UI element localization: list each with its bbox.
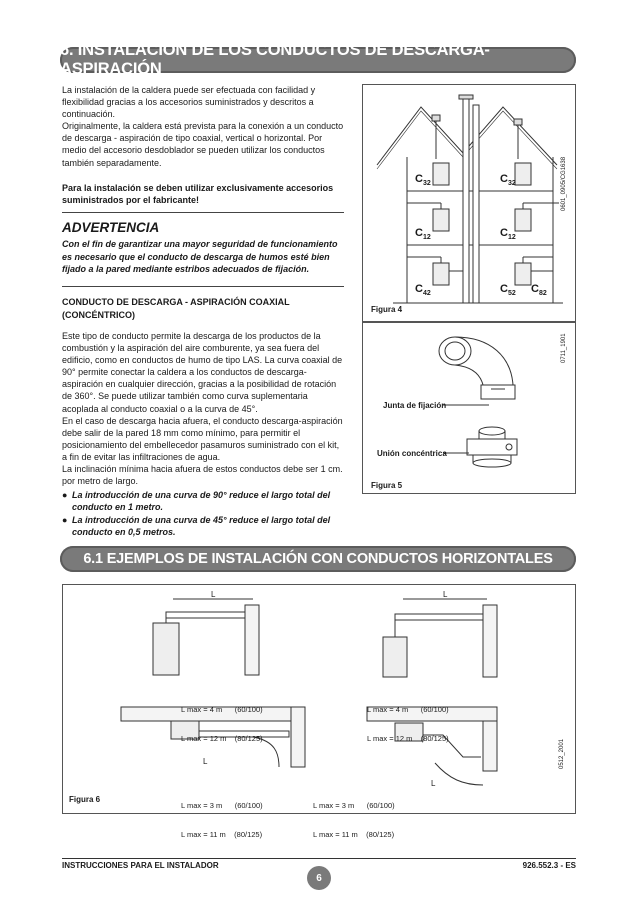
type-label: $C_{52}$ [500,283,516,298]
note-text: La introducción de una curva de 45° reduce el largo total del conducto en 0,5 metros. [72,514,331,537]
figure-5 [362,322,576,494]
junta-label: Junta de fijación [383,401,447,410]
dimension-label: L [211,590,216,599]
type-label: $C_{12}$ [415,227,431,242]
length-spec: L max = 3 m (60/100) L max = 11 m (80/125) [313,801,395,839]
section-title: 6. INSTALACIÓN DE LOS CONDUCTOS DE DESCARGA-ASPIRACIÓN [60,41,490,78]
intro-paragraph-1: La instalación de la caldera puede ser efectuada con facilidad y flexibilidad gracias a los accesorios suministrados y descritos a continuación. [62,85,316,120]
intro-notice: Para la instalación se deben utilizar exclusivamente accesorios suministrados por el fabricante! [62,182,334,205]
coaxial-title: CONDUCTO DE DESCARGA - ASPIRACIÓN COAXIAL (CONCÉNTRICO) [62,297,290,320]
page-number: 6 [307,866,331,890]
length-spec: L max = 4 m (60/100) L max = 12 m (80/125) [367,705,449,743]
document-code: 926.552.3 - ES [522,861,576,870]
figure-5-code: 0711_1901 [561,333,567,363]
footer-title: INSTRUCCIONES PARA EL INSTALADOR [62,861,219,870]
footer-divider [62,858,576,859]
figure-4 [362,84,576,322]
length-spec: L max = 4 m (60/100) L max = 12 m (80/125) [181,705,263,743]
coaxial-paragraph-3: La inclinación mínima hacia afuera de estos conductos debe ser 1 cm. por metro de largo. [62,464,343,487]
figure-4-label: Figura 4 [371,305,403,314]
dimension-label: L [431,779,436,788]
intro-text [62,84,344,206]
figure-6 [62,584,576,839]
union-label: Unión concéntrica [377,449,447,458]
intro-paragraph-2: Originalmente, la caldera está prevista para la conexión a un conducto de descarga - aspiración de tipo coaxial, vertical o horizontal. Por medio del accesorio desdoblador se pueden utilizar los conductos también separadamente. [62,121,344,168]
figure-5-label: Figura 5 [371,481,403,490]
coaxial-paragraph-2: En el caso de descarga hacia afuera, el conducto descarga-aspiración debe salir de la pared 18 mm como mínimo, para permitir el posicionamiento del embellecedor pasamuros suministrado con el kit, a fin de evitar las infiltraciones de agua. [62,415,343,462]
subsection-title-banner [60,546,576,572]
coaxial-text [62,330,344,487]
type-label: $C_{12}$ [500,227,516,242]
note-text: La introducción de una curva de 90° reduce el largo total del conducto en 1 metro. [72,490,331,513]
type-label: $C_{32}$ [415,173,431,188]
divider [62,212,344,213]
horizontal-installation-diagram [63,585,575,813]
dimension-label: L [203,757,208,766]
note-item: ● La introducción de una curva de 45° reduce el largo total del conducto en 0,5 metros. [62,514,344,539]
type-label: $C_{32}$ [500,173,516,188]
section-title-banner [60,41,576,78]
type-label: $C_{82}$ [531,283,547,298]
note-item: ● La introducción de una curva de 90° reduce el largo total del conducto en 1 metro. [62,489,344,514]
warning-text: Con el fin de garantizar una mayor seguridad de funcionamiento es necesario que el conducto de descarga de humos esté bien fijado a la pared mediante estribos adecuados de fijación. [62,239,338,274]
divider [62,286,344,287]
warning-title: ADVERTENCIA [62,220,160,235]
coaxial-paragraph-1: Este tipo de conducto permite la descarga de los productos de la combustión y la aspiración del aire comburente, ya sea fuera del edificio, como en conductos de humo de tipo LAS. La curva coaxial de 90° permite conectar la caldera a los conductos de descarga-aspiración en cualquier dirección, gracias a la posibilidad de rotación de 360°. Se puede utilizar también como curva suplementaria acoplada al conducto coaxial o a la curva de 45°. [62,331,343,414]
dimension-label: L [443,590,448,599]
length-spec: L max = 3 m (60/100) L max = 11 m (80/125) [181,801,263,839]
figure-6-label: Figura 6 [69,795,101,804]
figure-6-code: 0512_2001 [559,738,565,769]
coaxial-notes [62,489,344,538]
subsection-title: 6.1 EJEMPLOS DE INSTALACIÓN CON CONDUCTOS HORIZONTALES [83,551,553,567]
type-label: $C_{42}$ [415,283,431,298]
figure-4-code: 0601_0905/CG1638 [561,156,567,211]
